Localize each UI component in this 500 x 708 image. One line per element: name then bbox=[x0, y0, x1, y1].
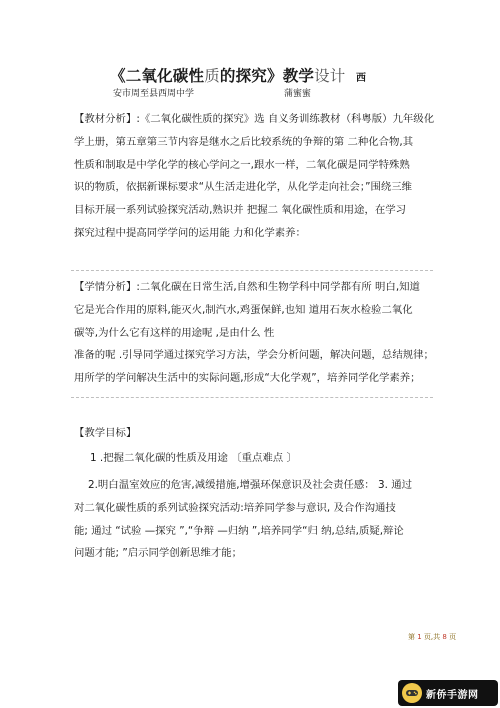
learner-analysis-section bbox=[74, 276, 436, 390]
paragraph-line: 能; 通过 “试验 —探究 ”,“争辩 —归纳 ”,培养同学“归 纳,总结,质疑,辩论 bbox=[74, 524, 404, 537]
school-name: 安市周至县西周中学 bbox=[113, 89, 195, 99]
paragraph-line: 学上册，第五章第三节内容是继水之后比较系统的争辩的第 二种化合物,其 bbox=[74, 135, 414, 148]
teacher-name: 蒲蜜蜜 bbox=[284, 89, 312, 99]
watermark-logo[interactable] bbox=[398, 680, 498, 706]
paragraph-line: 【学情分析】:二氧化碳在日常生活,自然和生物学科中同学都有所 明白,知道 bbox=[74, 281, 420, 293]
watermark-text: 新侨手游网 bbox=[426, 689, 479, 701]
paragraph-line: 目标开展一系列试验探究活动,熟识并 把握二 氧化碳性质和用途，在学习 bbox=[74, 204, 407, 217]
page-number bbox=[408, 632, 456, 642]
paragraph-line: 它是光合作用的原料,能灭火,制汽水,鸡蛋保鲜,也知 道用石灰水检验二氧化 bbox=[74, 303, 413, 316]
paragraph-line: 识的物质，依据新课标要求“从生活走进化学，从化学走向社会；”围绕三维 bbox=[74, 181, 413, 194]
gamepad-icon bbox=[402, 683, 422, 703]
page-prefix: 第 bbox=[408, 633, 418, 641]
paragraph-line: 性质和制取是中学化学的核心学问之一,跟水一样，二氧化碳是同学特殊熟 bbox=[74, 158, 410, 171]
teaching-goals-heading: 【教学目标】 bbox=[74, 427, 137, 439]
paragraph-line: 2.明白温室效应的危害,减缓措施,增强环保意识及社会责任感： 3. 通过 bbox=[88, 479, 412, 491]
goal-item-1: 1 .把握二氧化碳的性质及用途 〔重点难点 〕 bbox=[90, 452, 297, 464]
teaching-goals-section bbox=[74, 474, 436, 565]
paragraph-line: 碳等,为什么它有这样的用途呢 ,是由什么 性 bbox=[74, 326, 275, 339]
paragraph-line: 问题才能; ”启示同学创新思维才能； bbox=[74, 547, 243, 560]
document-title bbox=[110, 64, 390, 86]
paragraph-line: 用所学的学问解决生活中的实际问题,形成“大化学观”，培养同学化学素养； bbox=[74, 372, 421, 385]
title-part-2: 质 bbox=[204, 67, 220, 85]
title-part-1: 《二氧化碳性 bbox=[110, 67, 205, 85]
page-suffix: 页 bbox=[446, 633, 457, 641]
page-middle: 页,共 bbox=[421, 633, 443, 641]
paragraph-line: 准备的呢 .引导同学通过探究学习方法，学会分析问题，解决问题，总结规律； bbox=[74, 349, 434, 362]
page-total: 8 bbox=[442, 633, 447, 641]
paragraph-line: 对二氧化碳性质的系列试验探究活动:培养同学参与意识, 及合作沟通技 bbox=[74, 501, 396, 514]
title-part-3: 的探究》教学 bbox=[219, 67, 315, 85]
paragraph-line: 【教材分析】:《二氧化碳性质的探究》选 自义务训练教材（科粤版）九年级化 bbox=[74, 113, 435, 125]
paragraph-line: 探究过程中提高同学学问的运用能 力和化学素养： bbox=[74, 226, 306, 239]
page-current: 1 bbox=[417, 633, 422, 641]
title-trailing-mark: 西 bbox=[356, 73, 366, 84]
textbook-analysis-section bbox=[74, 108, 436, 245]
title-part-4: 设计 bbox=[314, 67, 346, 85]
